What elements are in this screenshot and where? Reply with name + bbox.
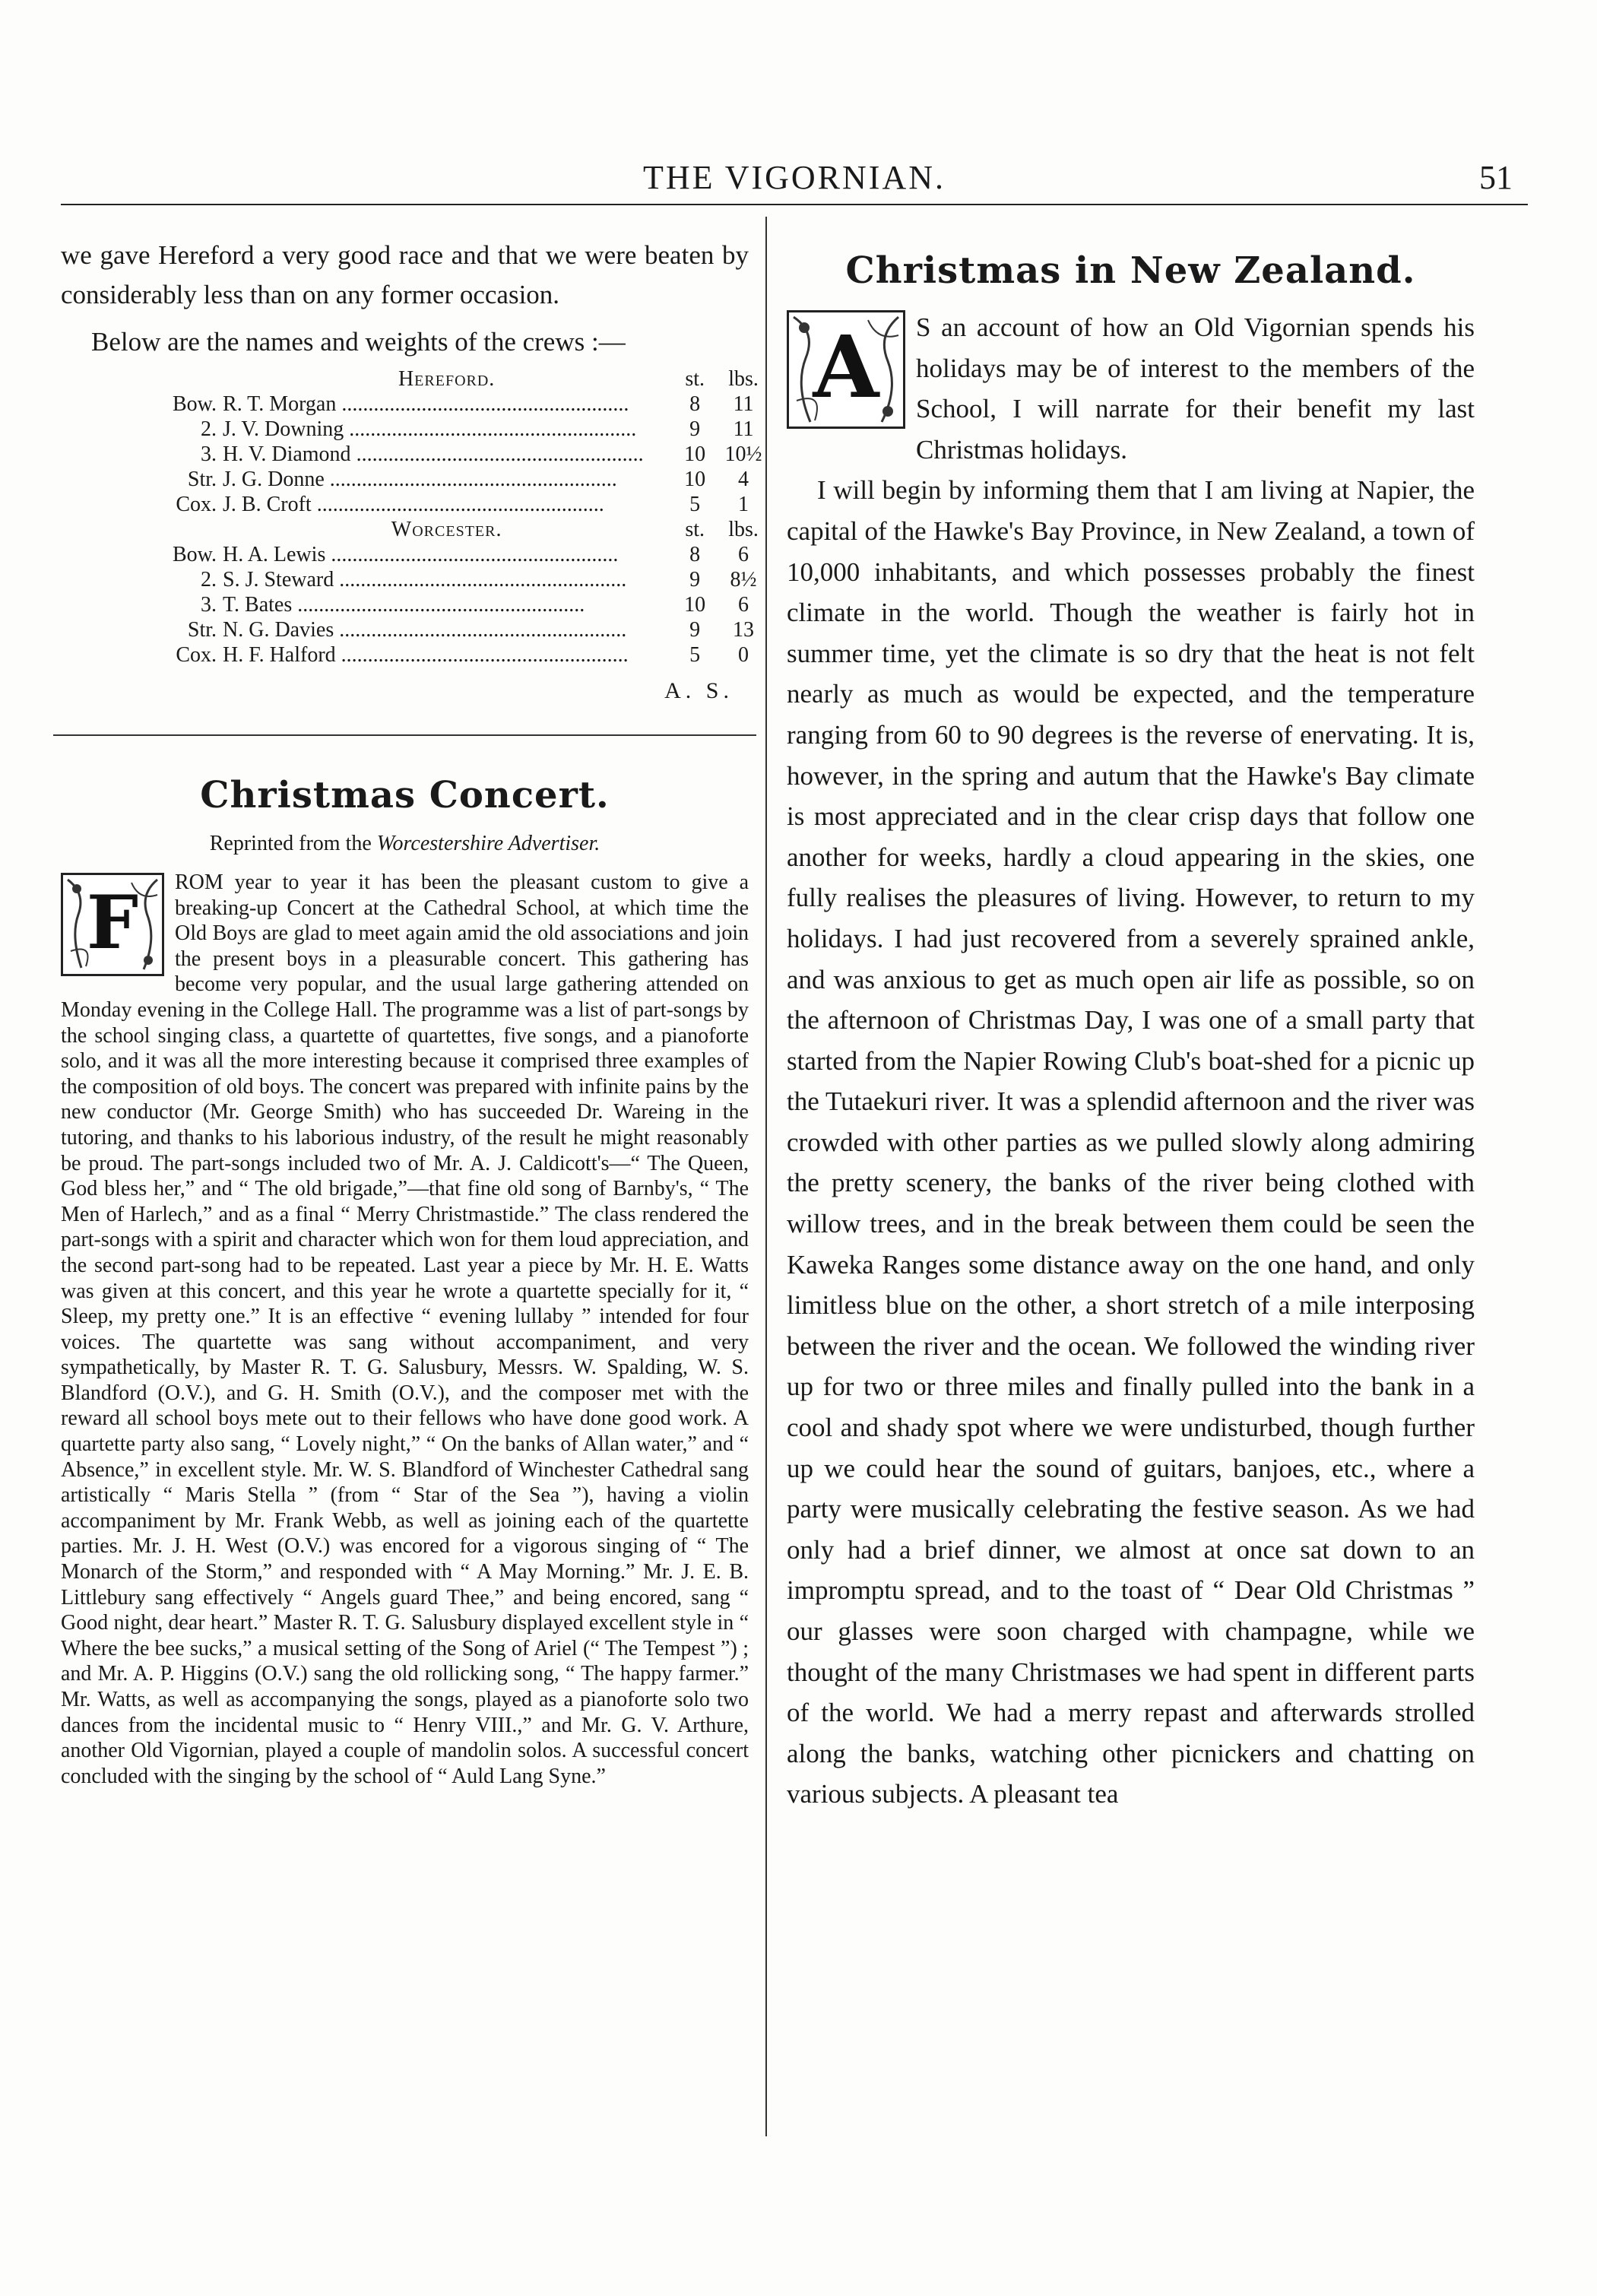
left-column: [61, 236, 762, 1789]
hereford-crew-table: [160, 366, 768, 668]
crew-name: H. A. Lewis: [223, 543, 326, 566]
crew-stone: 10: [684, 593, 706, 617]
crew-name: N. G. Davies: [223, 618, 334, 642]
reprint-source: Worcestershire Advertiser.: [376, 832, 600, 855]
worcester-header-row: [160, 517, 768, 542]
crew-name: S. J. Steward: [223, 568, 334, 591]
st-label: st.: [685, 367, 705, 391]
crew-pounds: 11: [733, 392, 754, 416]
crew-pounds: 6: [738, 593, 749, 617]
st-label: st.: [685, 518, 705, 541]
table-row: Cox. J. B. Croft ...................................................... 5 1: [160, 492, 768, 517]
crew-position: Str.: [187, 618, 217, 642]
crew-name: J. B. Croft: [223, 493, 312, 516]
drop-cap-ornament: [61, 873, 164, 976]
page-header: [61, 152, 1528, 205]
right-column: [787, 236, 1475, 1815]
worcester-title: Worcester.: [391, 518, 502, 541]
reprint-note: [61, 832, 749, 856]
crew-name: R. T. Morgan: [223, 392, 337, 416]
hereford-title: Hereford.: [398, 367, 496, 391]
crew-position: 3.: [201, 593, 217, 617]
crew-pounds: 11: [733, 417, 754, 441]
crew-pounds: 4: [738, 468, 749, 491]
lbs-label: lbs.: [728, 367, 759, 391]
drop-cap-letter: A: [813, 318, 879, 417]
crew-position: 3.: [201, 442, 217, 466]
crew-pounds: 6: [738, 543, 749, 566]
crew-name: H. V. Diamond: [223, 442, 351, 466]
crew-position: Bow.: [172, 543, 217, 566]
crew-position: 2.: [201, 568, 217, 591]
crew-position: Cox.: [176, 643, 217, 667]
reprint-prefix: Reprinted from the: [209, 832, 377, 855]
table-row: Str. J. G. Donne ...................................................... 10 4: [160, 467, 768, 492]
crew-name: J. V. Downing: [223, 417, 344, 441]
crew-stone: 5: [689, 493, 701, 516]
table-row: 3. T. Bates ...................................................... 10 6: [160, 592, 768, 617]
crew-pounds: 10½: [724, 442, 762, 466]
table-row: Bow. H. A. Lewis ...................................................... 8 6: [160, 542, 768, 567]
page-number: 51: [1479, 159, 1513, 196]
crew-position: Cox.: [176, 493, 217, 516]
new-zealand-title: Christmas in New Zealand.: [845, 249, 1416, 292]
lbs-label: lbs.: [728, 518, 759, 541]
running-title: THE VIGORNIAN.: [642, 159, 946, 196]
crew-stone: 10: [684, 468, 706, 491]
crew-stone: 8: [689, 543, 701, 566]
table-row: Cox. H. F. Halford ...................................................... 5 0: [160, 642, 768, 668]
crew-name: J. G. Donne: [223, 468, 325, 491]
table-row: 3. H. V. Diamond ...................................................... 10 10½: [160, 442, 768, 467]
crew-stone: 9: [689, 618, 701, 642]
crew-name: H. F. Halford: [223, 643, 336, 667]
crew-stone: 8: [689, 392, 701, 416]
table-row: Str. N. G. Davies ...................................................... 9 13: [160, 617, 768, 642]
section-divider: [53, 734, 756, 736]
article-signature: A. S.: [664, 678, 734, 703]
crew-position: 2.: [201, 417, 217, 441]
crew-name: T. Bates: [223, 593, 293, 617]
crew-pounds: 0: [738, 643, 749, 667]
table-row: 2. J. V. Downing ...................................................... 9 11: [160, 417, 768, 442]
drop-cap-letter: F: [86, 880, 139, 966]
concert-article-body: ROM year to year it has been the pleasant custom to give a breaking-up Concert at the Cathedral School, at which time the Old Boys are glad to meet again amid the old associations and join the present boys in a pleasurable concert. This gathering has become very popular, and the usual large gathering attended on Monday evening in the College Hall. The programme was a list of part-songs by the school singing class, a quartette of quartettes, five songs, and a pianoforte solo, and it was all the more interesting because it comprised three examples of the composition of old boys. The concert was prepared with infinite pains by the new conductor (Mr. George Smith) who has succeeded Dr. Wareing in the tutoring, and thanks to his laborious industry, of the result he might reasonably be proud. The part-songs included two of Mr. A. J. Caldicott's—“ The Queen, God bless her,” and “ The old brigade,”—that fine old song of Barnby's, “ The Men of Harlech,” and as a final “ Merry Christmastide.” The class rendered the part-songs with a spirit and character which won for them loud appreciation, and the second part-song had to be repeated. Last year a piece by Mr. H. E. Watts was given at this concert, and this year he wrote a quartette specially for it, “ Sleep, my pretty one.” It is an effective “ evening lullaby ” intended for four voices. The quartette was sang without accompaniment, and very sympathetically, by Master R. T. G. Salusbury, Messrs. W. Spalding, W. S. Blandford (O.V.), and G. H. Smith (O.V.), and the composer met with the reward all school boys mete out to their fellows who have done good work. A quartette party also sang, “ Lovely night,” “ On the banks of Allan water,” and “ Absence,” in excellent style. Mr. W. S. Blandford of Winchester Cathedral sang artistically “ Maris Stella ” (from “ Star of the Sea ”), having a violin accompaniment by Mr. Frank Webb, as well as joining each of the quartette parties. Mr. J. H. West (O.V.) was encored for a vigorous singing of “ The Monarch of the Storm,” and responded with “ A May Morning.” Mr. J. E. B. Littlebury sang effectively “ Angels guard Thee,” and being encored, sang “ Good night, dear heart.” Master R. T. G. Salusbury displayed excellent style in “ Where the bee sucks,” a musical setting of the Song of Ariel (“ The Tempest ”) ; and Mr. A. P. Higgins (O.V.) sang the old rollicking song, “ The happy farmer.” Mr. Watts, as well as accompanying the songs, played as a pianoforte solo two dances from the incidental music to “ Henry VIII.,” and Mr. G. V. Arthure, another Old Vigornian, played a couple of mandolin solos. A successful concert concluded with the singing by the school of “ Auld Lang Syne.”: [61, 871, 749, 1788]
crew-position: Bow.: [172, 392, 217, 416]
boat-race-continuation: we gave Hereford a very good race and that we were beaten by considerably less than on any former occasion.: [61, 240, 749, 309]
hereford-header-row: [160, 366, 768, 392]
crew-position: Str.: [187, 468, 217, 491]
crew-pounds: 8½: [730, 568, 757, 591]
table-row: Bow. R. T. Morgan ...................................................... 8 11: [160, 392, 768, 417]
drop-cap-ornament: [787, 310, 905, 429]
crew-pounds: 1: [738, 493, 749, 516]
crew-stone: 5: [689, 643, 701, 667]
crew-stone: 9: [689, 417, 701, 441]
concert-title: Christmas Concert.: [200, 774, 610, 817]
new-zealand-paragraph-1: S an account of how an Old Vigornian spends his holidays may be of interest to the members of the School, I will narrate for their benefit my last Christmas holidays.: [916, 312, 1475, 465]
crew-stone: 9: [689, 568, 701, 591]
crews-intro: Below are the names and weights of the crews :—: [91, 327, 626, 357]
crew-stone: 10: [684, 442, 706, 466]
new-zealand-paragraph-2: I will begin by informing them that I am living at Napier, the capital of the Hawke's Bay Province, in New Zealand, a town of 10,000 inhabitants, and which possesses probably the finest climate in the world. Though the weather is fairly hot in summer time, yet the climate is so dry that the heat is not felt nearly as much as would be expected, and the temperature ranging from 60 to 90 degrees is the reverse of enervating. It is, however, in the spring and autum that the Hawke's Bay climate is most appreciated and in the clear crisp days that follow one another for weeks, hardly a cloud appearing in the skies, one fully realises the pleasures of living. However, to return to my holidays. I had just recovered from a severely sprained ankle, and was anxious to get as much open air life as possible, so on the afternoon of Christmas Day, I was one of a small party that started from the Napier Rowing Club's boat-shed for a picnic up the Tutaekuri river. It was a splendid afternoon and the river was crowded with other parties as we pulled slowly along admiring the pretty scenery, the banks of the river being clothed with willow trees, and in the break between them could be seen the Kaweka Ranges some distance away on the one hand, and only limitless blue on the other, a short stretch of a mile interposing between the river and the ocean. We followed the winding river up for two or three miles and finally pulled into the bank in a cool and shady spot where we were undisturbed, though further up we could hear the sound of guitars, banjoes, etc., where a party were musically celebrating the festive season. As we had only had a brief dinner, we almost at once sat down to an impromptu spread, and to the toast of “ Dear Old Christmas ” our glasses were soon charged with champagne, while we thought of the many Christmases we had spent in different parts of the world. We had a merry repast and afterwards strolled along the banks, watching other picnickers and chatting on various subjects. A pleasant tea: [787, 475, 1475, 1809]
table-row: 2. S. J. Steward ...................................................... 9 8½: [160, 567, 768, 592]
crew-pounds: 13: [733, 618, 755, 642]
